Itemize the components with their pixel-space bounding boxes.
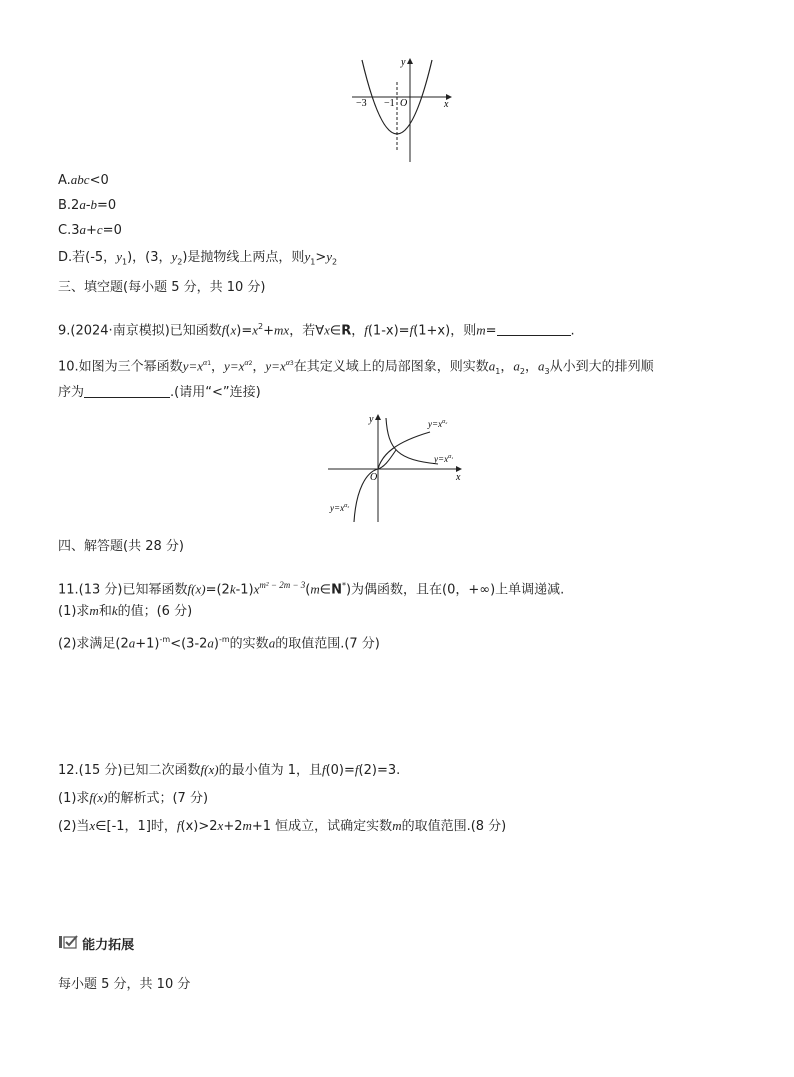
- checkmark-box-icon: [58, 934, 78, 957]
- label-curve-a1: [433, 454, 453, 464]
- question-10-line-2: 序为 .(请用“<”连接): [58, 385, 261, 400]
- option-c: C.3a+c=0: [58, 222, 122, 238]
- svg-text:y=xα₂: $y=x^{\alpha_2}$: [428, 419, 448, 429]
- label-curve-a2: [427, 419, 447, 429]
- tick-minus-1: −1: [384, 98, 395, 109]
- q9-answer-blank[interactable]: [497, 321, 571, 336]
- x-axis-label: x: [444, 99, 449, 110]
- origin-label: O: [370, 472, 378, 483]
- question-12: 12.(15 分)已知二次函数f(x)的最小值为 1，且f(0)=f(2)=3.: [58, 762, 401, 778]
- y-axis-label: y: [401, 57, 406, 68]
- section-extension-note: 每小题 5 分，共 10 分: [58, 977, 191, 992]
- section-solve-heading: 四、解答题(共 28 分): [58, 539, 184, 554]
- question-11-part-1: (1)求m和k的值；(6 分): [58, 603, 193, 619]
- question-10-line-1: 10.如图为三个幂函数$y=x^{\alpha 1}$，$y=x^{\alpha 2}$，$y=x^{\alpha 3}$在其定义域上的局部图象，则实数$a_1$，$a_2$，$a_3$从小到大的排列顺: [58, 358, 654, 376]
- question-12-part-1: (1)求f(x)的解析式；(7 分): [58, 790, 209, 806]
- label-curve-a3: [329, 503, 349, 513]
- option-a: A.abc<0: [58, 172, 109, 188]
- svg-text:y=xα₁: $y=x^{\alpha_1}$: [434, 454, 454, 464]
- section-extension-heading: 能力拓展: [58, 934, 134, 957]
- x-axis-label: x: [456, 472, 461, 483]
- question-11: 11.(13 分)已知幂函数$f(x)=(2k-1)x^{m^2 - 2m - 3}(m\in N^*)$为偶函数，且在(0，+∞)上单调递减.: [58, 580, 565, 598]
- section-fill-in-heading: 三、填空题(每小题 5 分，共 10 分): [58, 280, 266, 295]
- y-axis-label: y: [369, 414, 374, 425]
- origin-label: O: [400, 98, 408, 109]
- question-9: 9.(2024·南京模拟)已知函数$f(x)=x^2+mx$，若∀x∈R，f(1-x)=f(1+x)，则m= .: [58, 322, 575, 339]
- parabola-figure: [352, 54, 456, 164]
- question-12-part-2: (2)当x∈[-1，1]时，f(x)>2x+2m+1 恒成立，试确定实数m的取值范围.(8 分): [58, 818, 507, 834]
- svg-text:y=xα₃: $y=x^{\alpha_3}$: [330, 503, 350, 513]
- tick-minus-3: −3: [356, 98, 367, 109]
- option-d: D.若(-5，$y_1$)，(3，$y_2$)是抛物线上两点，则$y_1>y_2$: [58, 249, 338, 267]
- option-b: B.2a-b=0: [58, 197, 117, 213]
- question-11-part-2: (2)求满足$(2a+1)^{-m}<(3-2a)^{-m}$的实数a的取值范围.(7 分): [58, 635, 380, 652]
- power-functions-figure: [326, 410, 472, 526]
- q10-answer-blank[interactable]: [84, 383, 170, 398]
